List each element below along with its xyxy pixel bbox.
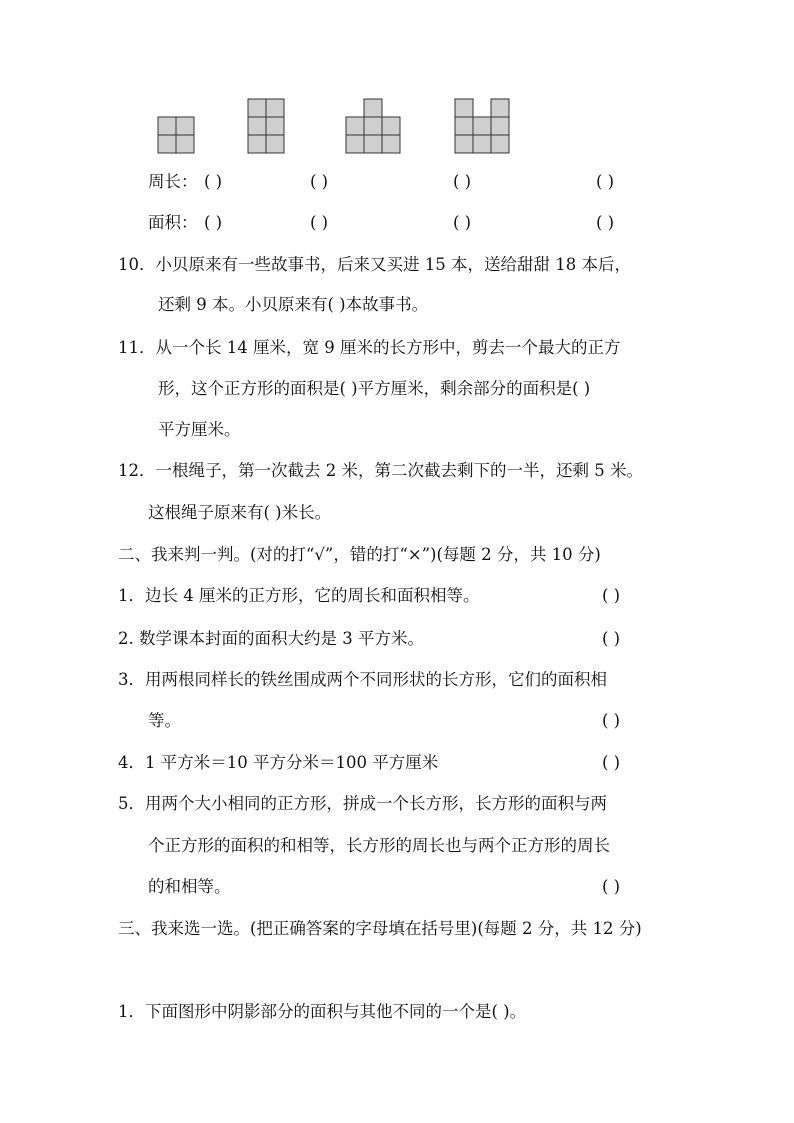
fig-a-cell-0 bbox=[158, 117, 176, 135]
fig-c-cell-1 bbox=[346, 117, 364, 135]
fig-b-cell-3 bbox=[266, 117, 284, 135]
fig-c-cell-3 bbox=[382, 117, 400, 135]
section3-heading: 三、我来选一选。(把正确答案的字母填在括号里)(每题 2 分，共 12 分) bbox=[118, 919, 642, 938]
fig-b-cell-4 bbox=[248, 135, 266, 153]
fig-d-cell-3 bbox=[473, 117, 491, 135]
perimeter-blank-a: ( ) bbox=[204, 172, 223, 191]
fig-d-cell-1 bbox=[491, 99, 509, 117]
q11-line2: 形，这个正方形的面积是( )平方厘米，剩余部分的面积是( ) bbox=[158, 379, 591, 398]
q12-line2: 这根绳子原来有( )米长。 bbox=[148, 503, 332, 522]
perimeter-blank-c: ( ) bbox=[453, 172, 472, 191]
fig-c-cell-2 bbox=[364, 117, 382, 135]
fig-b-cell-2 bbox=[248, 117, 266, 135]
fig-a-cell-2 bbox=[158, 135, 176, 153]
area-blank-c: ( ) bbox=[453, 213, 472, 232]
fig-a-cell-3 bbox=[176, 135, 194, 153]
q10-line1: 10．小贝原来有一些故事书，后来又买进 15 本，送给甜甜 18 本后， bbox=[118, 255, 631, 274]
choice-1: 1．下面图形中阴影部分的面积与其他不同的一个是( )。 bbox=[118, 1002, 527, 1021]
q12-line1: 12．一根绳子，第一次截去 2 米，第二次截去剩下的一半，还剩 5 米。 bbox=[118, 461, 643, 480]
figure-c-stepped bbox=[346, 99, 400, 153]
area-blank-b: ( ) bbox=[310, 213, 329, 232]
fig-b-cell-5 bbox=[266, 135, 284, 153]
judge-5-paren: ( ) bbox=[602, 877, 621, 896]
q10-line2: 还剩 9 本。小贝原来有( )本故事书。 bbox=[158, 295, 429, 314]
area-blank-d: ( ) bbox=[596, 213, 615, 232]
section2-heading: 二、我来判一判。(对的打“√”，错的打“×”)(每题 2 分，共 10 分) bbox=[118, 545, 601, 564]
judge-5-line2: 个正方形的面积的和相等，长方形的周长也与两个正方形的周长 bbox=[148, 836, 610, 855]
judge-3-line1: 3．用两根同样长的铁丝围成两个不同形状的长方形，它们的面积相 bbox=[118, 670, 607, 689]
fig-d-cell-0 bbox=[455, 99, 473, 117]
fig-b-cell-1 bbox=[266, 99, 284, 117]
figure-b-2x3 bbox=[248, 99, 284, 153]
judge-5-line3: 的和相等。 bbox=[148, 877, 231, 896]
judge-3-line2: 等。 bbox=[148, 711, 181, 730]
fig-d-cell-5 bbox=[455, 135, 473, 153]
fig-d-cell-6 bbox=[473, 135, 491, 153]
fig-c-cell-6 bbox=[382, 135, 400, 153]
judge-1-paren: ( ) bbox=[602, 586, 621, 605]
perimeter-blank-b: ( ) bbox=[310, 172, 329, 191]
figure-d-notched bbox=[455, 99, 509, 153]
perimeter-row bbox=[148, 170, 198, 194]
area-label: 面积： bbox=[148, 213, 198, 232]
q11-line1: 11．从一个长 14 厘米，宽 9 厘米的长方形中，剪去一个最大的正方 bbox=[118, 338, 621, 357]
judge-4: 4．1 平方米＝10 平方分米＝100 平方厘米 bbox=[118, 753, 439, 772]
shape-figures bbox=[0, 0, 794, 160]
fig-d-cell-2 bbox=[455, 117, 473, 135]
fig-c-cell-5 bbox=[364, 135, 382, 153]
judge-4-paren: ( ) bbox=[602, 753, 621, 772]
perimeter-blank-d: ( ) bbox=[596, 172, 615, 191]
area-blank-a: ( ) bbox=[204, 213, 223, 232]
figure-a-2x2 bbox=[158, 117, 194, 153]
judge-1: 1．边长 4 厘米的正方形，它的周长和面积相等。 bbox=[118, 586, 480, 605]
q11-line3: 平方厘米。 bbox=[158, 420, 241, 439]
fig-d-cell-7 bbox=[491, 135, 509, 153]
fig-b-cell-0 bbox=[248, 99, 266, 117]
fig-c-cell-0 bbox=[364, 99, 382, 117]
judge-5-line1: 5．用两个大小相同的正方形，拼成一个长方形，长方形的面积与两 bbox=[118, 794, 607, 813]
judge-3-paren: ( ) bbox=[602, 711, 621, 730]
judge-2: 2. 数学课本封面的面积大约是 3 平方米。 bbox=[118, 629, 424, 648]
judge-2-paren: ( ) bbox=[602, 629, 621, 648]
fig-d-cell-4 bbox=[491, 117, 509, 135]
fig-a-cell-1 bbox=[176, 117, 194, 135]
fig-c-cell-4 bbox=[346, 135, 364, 153]
perimeter-label: 周长： bbox=[148, 172, 198, 191]
